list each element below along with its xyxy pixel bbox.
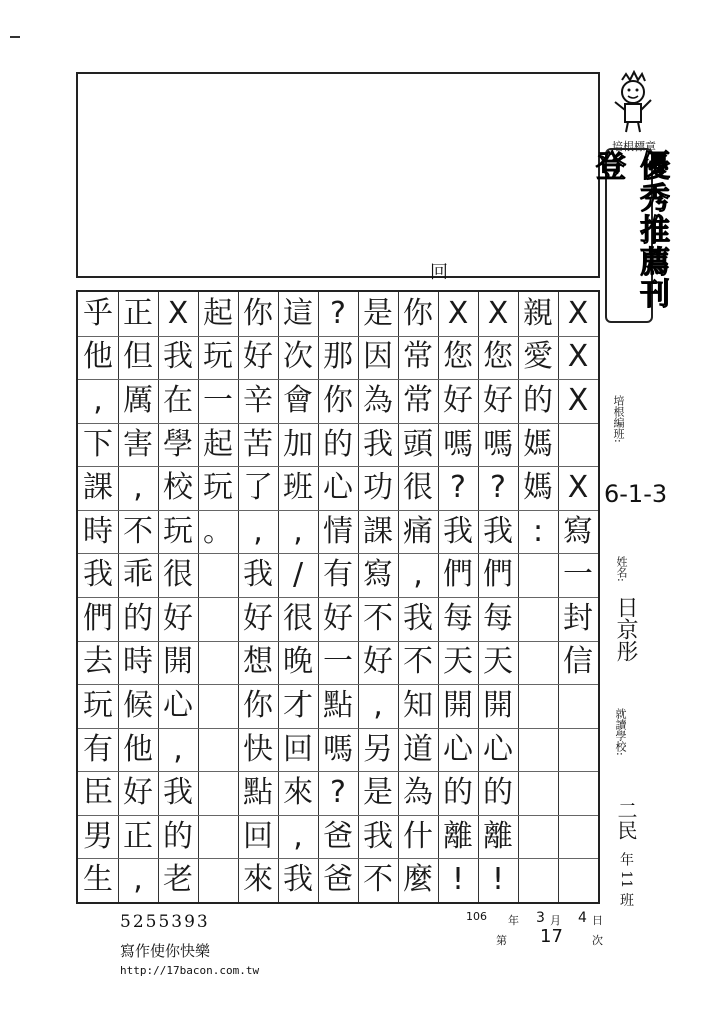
grid-row-line (78, 466, 598, 467)
essay-character: 課 (363, 513, 393, 549)
essay-character: X (567, 470, 589, 506)
essay-character: 我 (403, 600, 433, 636)
essay-character: 我 (163, 339, 193, 375)
essay-character: 您 (443, 339, 473, 375)
footer-code: 5255393 (120, 912, 210, 932)
bacon-mascot-logo (610, 70, 656, 136)
essay-character: 嗎 (443, 426, 473, 462)
grid-row-line (78, 423, 598, 424)
essay-character: 離 (443, 818, 473, 854)
essay-character: 不 (363, 600, 393, 636)
essay-character: 正 (123, 818, 153, 854)
essay-character: , (413, 557, 423, 593)
essay-character: 好 (243, 339, 273, 375)
essay-character: 好 (363, 644, 393, 680)
essay-character: 媽 (523, 470, 553, 506)
essay-character: 每 (443, 600, 473, 636)
essay-character: 我 (243, 557, 273, 593)
essay-character: 的 (123, 600, 153, 636)
grid-row-line (78, 815, 598, 816)
essay-character: 每 (483, 600, 513, 636)
essay-character: 為 (363, 382, 393, 418)
essay-character: 不 (403, 644, 433, 680)
essay-character: 乖 (123, 557, 153, 593)
essay-character: , (373, 687, 383, 723)
essay-character: 候 (123, 687, 153, 723)
class-label: 培根編班: (612, 395, 625, 443)
essay-character: / (292, 557, 304, 593)
essay-character: 起 (203, 426, 233, 462)
essay-character: ? (450, 470, 466, 506)
essay-character: 次 (283, 339, 313, 375)
writing-grid (76, 290, 600, 904)
essay-character: 的 (443, 775, 473, 811)
essay-character: 不 (363, 862, 393, 898)
essay-character: 寫 (363, 557, 393, 593)
essay-character: 是 (363, 775, 393, 811)
essay-character: 我 (363, 818, 393, 854)
essay-character: 班 (283, 470, 313, 506)
name-label: 姓名: (615, 556, 628, 582)
essay-character: 那 (323, 339, 353, 375)
essay-character: 玩 (203, 339, 233, 375)
essay-character: ? (490, 470, 506, 506)
footer-url: http://17bacon.com.tw (120, 964, 260, 977)
essay-character: 常 (403, 382, 433, 418)
grid-row-line (78, 510, 598, 511)
essay-character: 有 (323, 557, 353, 593)
essay-character: 離 (483, 818, 513, 854)
essay-character: 正 (123, 295, 153, 331)
grid-row-line (78, 336, 598, 337)
essay-character: 好 (163, 600, 193, 636)
grid-row-line (78, 771, 598, 772)
essay-character: 情 (323, 513, 353, 549)
essay-character: 臣 (83, 775, 113, 811)
essay-character: 我 (283, 862, 313, 898)
essay-character: 一 (203, 382, 233, 418)
essay-character: 愛 (523, 339, 553, 375)
essay-character: 你 (243, 687, 273, 723)
essay-character: 他 (83, 339, 113, 375)
seq-label-post: 次 (592, 934, 603, 947)
essay-character: 我 (163, 775, 193, 811)
essay-character: 好 (323, 600, 353, 636)
essay-character: 你 (403, 295, 433, 331)
essay-character: 您 (483, 339, 513, 375)
essay-character: 信 (563, 644, 593, 680)
essay-character: 我 (443, 513, 473, 549)
essay-character: 很 (283, 600, 313, 636)
essay-character: 常 (403, 339, 433, 375)
essay-character: 男 (83, 818, 113, 854)
essay-character: 這 (283, 295, 313, 331)
grid-row-line (78, 728, 598, 729)
essay-character: 因 (363, 339, 393, 375)
essay-character: , (133, 862, 143, 898)
essay-character: 加 (283, 426, 313, 462)
essay-character: 苦 (243, 426, 273, 462)
essay-character: 你 (323, 382, 353, 418)
essay-character: , (293, 513, 303, 549)
essay-character: ! (491, 862, 505, 898)
essay-character: 媽 (523, 426, 553, 462)
mascot-caption: 培根標章 (612, 140, 656, 153)
grid-row-line (78, 641, 598, 642)
essay-character: 在 (163, 382, 193, 418)
essay-character: 辛 (243, 382, 273, 418)
essay-character: 時 (83, 513, 113, 549)
essay-character: 玩 (83, 687, 113, 723)
essay-character: 時 (123, 644, 153, 680)
essay-character: 我 (83, 557, 113, 593)
seq-label-pre: 第 (496, 934, 507, 947)
essay-character: 知 (403, 687, 433, 723)
essay-character: 好 (443, 382, 473, 418)
essay-character: 想 (243, 644, 273, 680)
grid-row-line (78, 379, 598, 380)
essay-character: 下 (83, 426, 113, 462)
date-label-day: 日 (592, 914, 603, 927)
essay-character: 痛 (403, 513, 433, 549)
date-day: 4 (578, 910, 587, 926)
essay-character: 寫 (563, 513, 593, 549)
essay-character: 天 (443, 644, 473, 680)
essay-character: 厲 (123, 382, 153, 418)
essay-character: 快 (243, 731, 273, 767)
essay-character: X (487, 295, 509, 331)
essay-character: , (173, 731, 183, 767)
essay-character: 很 (403, 470, 433, 506)
essay-character: 校 (163, 470, 193, 506)
essay-character: , (253, 513, 263, 549)
essay-character: 他 (123, 731, 153, 767)
essay-character: , (133, 470, 143, 506)
essay-character: 課 (83, 470, 113, 506)
essay-character: 點 (323, 687, 353, 723)
essay-character: 們 (443, 557, 473, 593)
essay-character: : (532, 513, 544, 549)
essay-character: 心 (163, 687, 193, 723)
essay-character: 玩 (163, 513, 193, 549)
grid-row-line (78, 553, 598, 554)
essay-character: 點 (243, 775, 273, 811)
essay-character: 玩 (203, 470, 233, 506)
essay-character: 生 (83, 862, 113, 898)
essay-character: ! (451, 862, 465, 898)
name-value: 日京彤 (613, 596, 638, 662)
essay-character: 什 (403, 818, 433, 854)
date-year: 106 (466, 910, 487, 923)
stamp-text: 優秀推薦刊登 (590, 150, 669, 310)
essay-character: 你 (243, 295, 273, 331)
essay-character: 開 (483, 687, 513, 723)
essay-character: 心 (483, 731, 513, 767)
essay-character: 天 (483, 644, 513, 680)
essay-character: 了 (243, 470, 273, 506)
essay-character: 好 (483, 382, 513, 418)
essay-character: 害 (123, 426, 153, 462)
essay-character: , (93, 382, 103, 418)
class-value: 6-1-3 (604, 480, 668, 508)
essay-character: 親 (523, 295, 553, 331)
essay-character: 為 (403, 775, 433, 811)
essay-character: ? (330, 775, 346, 811)
essay-character: 我 (363, 426, 393, 462)
essay-character: 老 (163, 862, 193, 898)
essay-character: 的 (323, 426, 353, 462)
essay-character: 。 (203, 513, 233, 549)
grid-row-line (78, 684, 598, 685)
grid-row-line (78, 858, 598, 859)
essay-character: 一 (323, 644, 353, 680)
essay-character: 回 (283, 731, 313, 767)
essay-character: X (567, 382, 589, 418)
grade-value: 年 11 班 (618, 852, 634, 907)
essay-character: 功 (363, 470, 393, 506)
essay-character: 爸 (323, 862, 353, 898)
essay-character: X (567, 339, 589, 375)
essay-character: 開 (163, 644, 193, 680)
essay-character: 麼 (403, 862, 433, 898)
essay-character: 有 (83, 731, 113, 767)
essay-character: 嗎 (323, 731, 353, 767)
essay-character: 封 (563, 600, 593, 636)
essay-character: 去 (83, 644, 113, 680)
essay-character: 心 (323, 470, 353, 506)
essay-character: 晚 (283, 644, 313, 680)
essay-character: 開 (443, 687, 473, 723)
essay-character: 心 (443, 731, 473, 767)
essay-character: 們 (483, 557, 513, 593)
date-label-month: 月 (550, 914, 561, 927)
seq-value: 17 (540, 926, 563, 947)
essay-character: 道 (403, 731, 433, 767)
essay-character: 才 (283, 687, 313, 723)
essay-character: 另 (363, 731, 393, 767)
essay-character: 會 (283, 382, 313, 418)
essay-character: 的 (483, 775, 513, 811)
grid-row-line (78, 597, 598, 598)
essay-character: ? (330, 295, 346, 331)
essay-character: 爸 (323, 818, 353, 854)
corner-mark (10, 36, 20, 38)
school-label: 就讀學校: (614, 708, 627, 756)
essay-character: 不 (123, 513, 153, 549)
essay-character: 來 (243, 862, 273, 898)
essay-character: , (293, 818, 303, 854)
grid-mark: 回 (430, 262, 448, 283)
essay-character: X (567, 295, 589, 331)
essay-character: 的 (523, 382, 553, 418)
essay-character: 頭 (403, 426, 433, 462)
essay-character: 我 (483, 513, 513, 549)
essay-character: 是 (363, 295, 393, 331)
essay-character: 們 (83, 600, 113, 636)
essay-character: 的 (163, 818, 193, 854)
essay-character: X (167, 295, 189, 331)
essay-character: 來 (283, 775, 313, 811)
essay-character: 起 (203, 295, 233, 331)
essay-character: 回 (243, 818, 273, 854)
essay-character: 學 (163, 426, 193, 462)
footer-slogan: 寫作使你快樂 (120, 942, 211, 960)
essay-character: 很 (163, 557, 193, 593)
essay-character: 一 (563, 557, 593, 593)
essay-character: 乎 (83, 295, 113, 331)
school-value: 二民 (614, 800, 638, 840)
essay-character: X (447, 295, 469, 331)
essay-character: 好 (123, 775, 153, 811)
date-label-year: 年 (508, 914, 519, 927)
essay-character: 但 (123, 339, 153, 375)
date-month: 3 (536, 910, 545, 926)
essay-character: 嗎 (483, 426, 513, 462)
teacher-comment-box (76, 72, 600, 278)
essay-character: 好 (243, 600, 273, 636)
recommendation-stamp (590, 148, 669, 323)
